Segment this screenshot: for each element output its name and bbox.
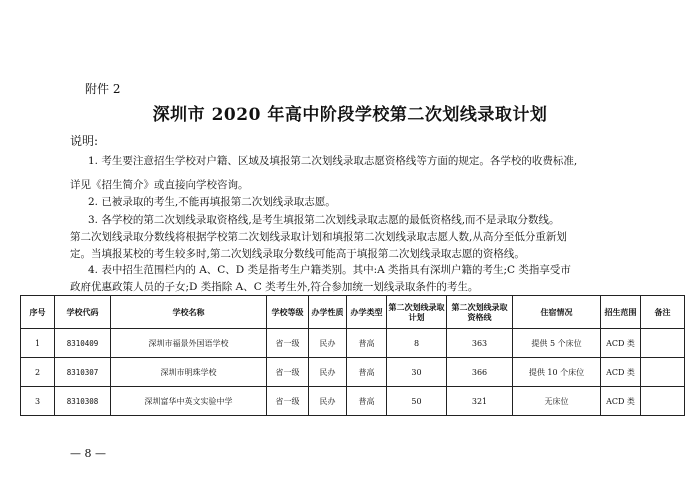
attachment-label: 附件 2 [85, 82, 121, 96]
table-cell: 无床位 [513, 387, 601, 416]
table-cell: 提供 5 个床位 [513, 329, 601, 358]
header-cell: 学校等级 [267, 296, 309, 329]
table-cell: 深圳市明珠学校 [111, 358, 267, 387]
table-cell: 普高 [347, 329, 387, 358]
note-line: 第二次划线录取分数线将根据学校第二次划线录取计划和填报第二次划线录取志愿人数,从高分至低分重新划 [70, 231, 567, 243]
table-cell: 2 [21, 358, 55, 387]
header-cell: 学校名称 [111, 296, 267, 329]
document-title: 深圳市 2020 年高中阶段学校第二次划线录取计划 [152, 105, 548, 125]
note-line: 政府优惠政策人员的子女;D 类指除 A、C 类考生外,符合参加统一划线录取条件的考生。 [70, 281, 479, 293]
header-cell: 学校代码 [55, 296, 111, 329]
table-cell: 省一级 [267, 387, 309, 416]
table-cell: 8310307 [55, 358, 111, 387]
table-cell: 30 [387, 358, 447, 387]
note-line: 2. 已被录取的考生,不能再填报第二次划线录取志愿。 [88, 196, 336, 208]
note-line: 详见《招生简介》或直接向学校咨询。 [70, 179, 249, 191]
table-cell: 3 [21, 387, 55, 416]
table-cell: 省一级 [267, 329, 309, 358]
note-line: 3. 各学校的第二次划线录取资格线,是考生填报第二次划线录取志愿的最低资格线,而不是录取分数线。 [88, 214, 560, 226]
table-cell: 1 [21, 329, 55, 358]
table-header-row [21, 296, 685, 329]
table-cell: 50 [387, 387, 447, 416]
table-cell: 363 [447, 329, 513, 358]
table-cell: 8310308 [55, 387, 111, 416]
header-cell: 招生范围 [601, 296, 641, 329]
table-cell: ACD 类 [601, 387, 641, 416]
note-line: 4. 表中招生范围栏内的 A、C、D 类是指考生户籍类别。其中:A 类指具有深圳户籍的考生;C 类指享受市 [88, 264, 571, 276]
table-cell: 民办 [309, 329, 347, 358]
notes-heading: 说明: [70, 134, 99, 148]
table-cell: 8310409 [55, 329, 111, 358]
table-cell: 民办 [309, 387, 347, 416]
header-cell: 序号 [21, 296, 55, 329]
table-cell: 深圳市福景外国语学校 [111, 329, 267, 358]
table-cell [641, 329, 685, 358]
table-cell: 普高 [347, 358, 387, 387]
header-cell: 住宿情况 [513, 296, 601, 329]
table-row [21, 387, 685, 416]
header-cell: 办学性质 [309, 296, 347, 329]
table-cell: 8 [387, 329, 447, 358]
page-number: — 8 — [70, 447, 106, 460]
table-cell: 深圳富华中英文实验中学 [111, 387, 267, 416]
table-cell: 提供 10 个床位 [513, 358, 601, 387]
table-cell: 366 [447, 358, 513, 387]
header-cell: 第二次划线录取计划 [387, 296, 447, 329]
table-cell: 民办 [309, 358, 347, 387]
table-cell: ACD 类 [601, 358, 641, 387]
note-line: 定。当填报某校的考生较多时,第二次划线录取分数线可能高于填报第二次划线录取志愿的资格线。 [70, 248, 525, 260]
header-cell: 办学类型 [347, 296, 387, 329]
header-cell: 第二次划线录取资格线 [447, 296, 513, 329]
table-cell [641, 358, 685, 387]
admission-plan-table [20, 295, 685, 416]
header-cell: 备注 [641, 296, 685, 329]
table-row [21, 329, 685, 358]
table-cell [641, 387, 685, 416]
table-cell: 321 [447, 387, 513, 416]
table-cell: 普高 [347, 387, 387, 416]
table-cell: ACD 类 [601, 329, 641, 358]
table-row [21, 358, 685, 387]
note-line: 1. 考生要注意招生学校对户籍、区域及填报第二次划线录取志愿资格线等方面的规定。各学校的收费标准, [88, 155, 578, 167]
table-cell: 省一级 [267, 358, 309, 387]
